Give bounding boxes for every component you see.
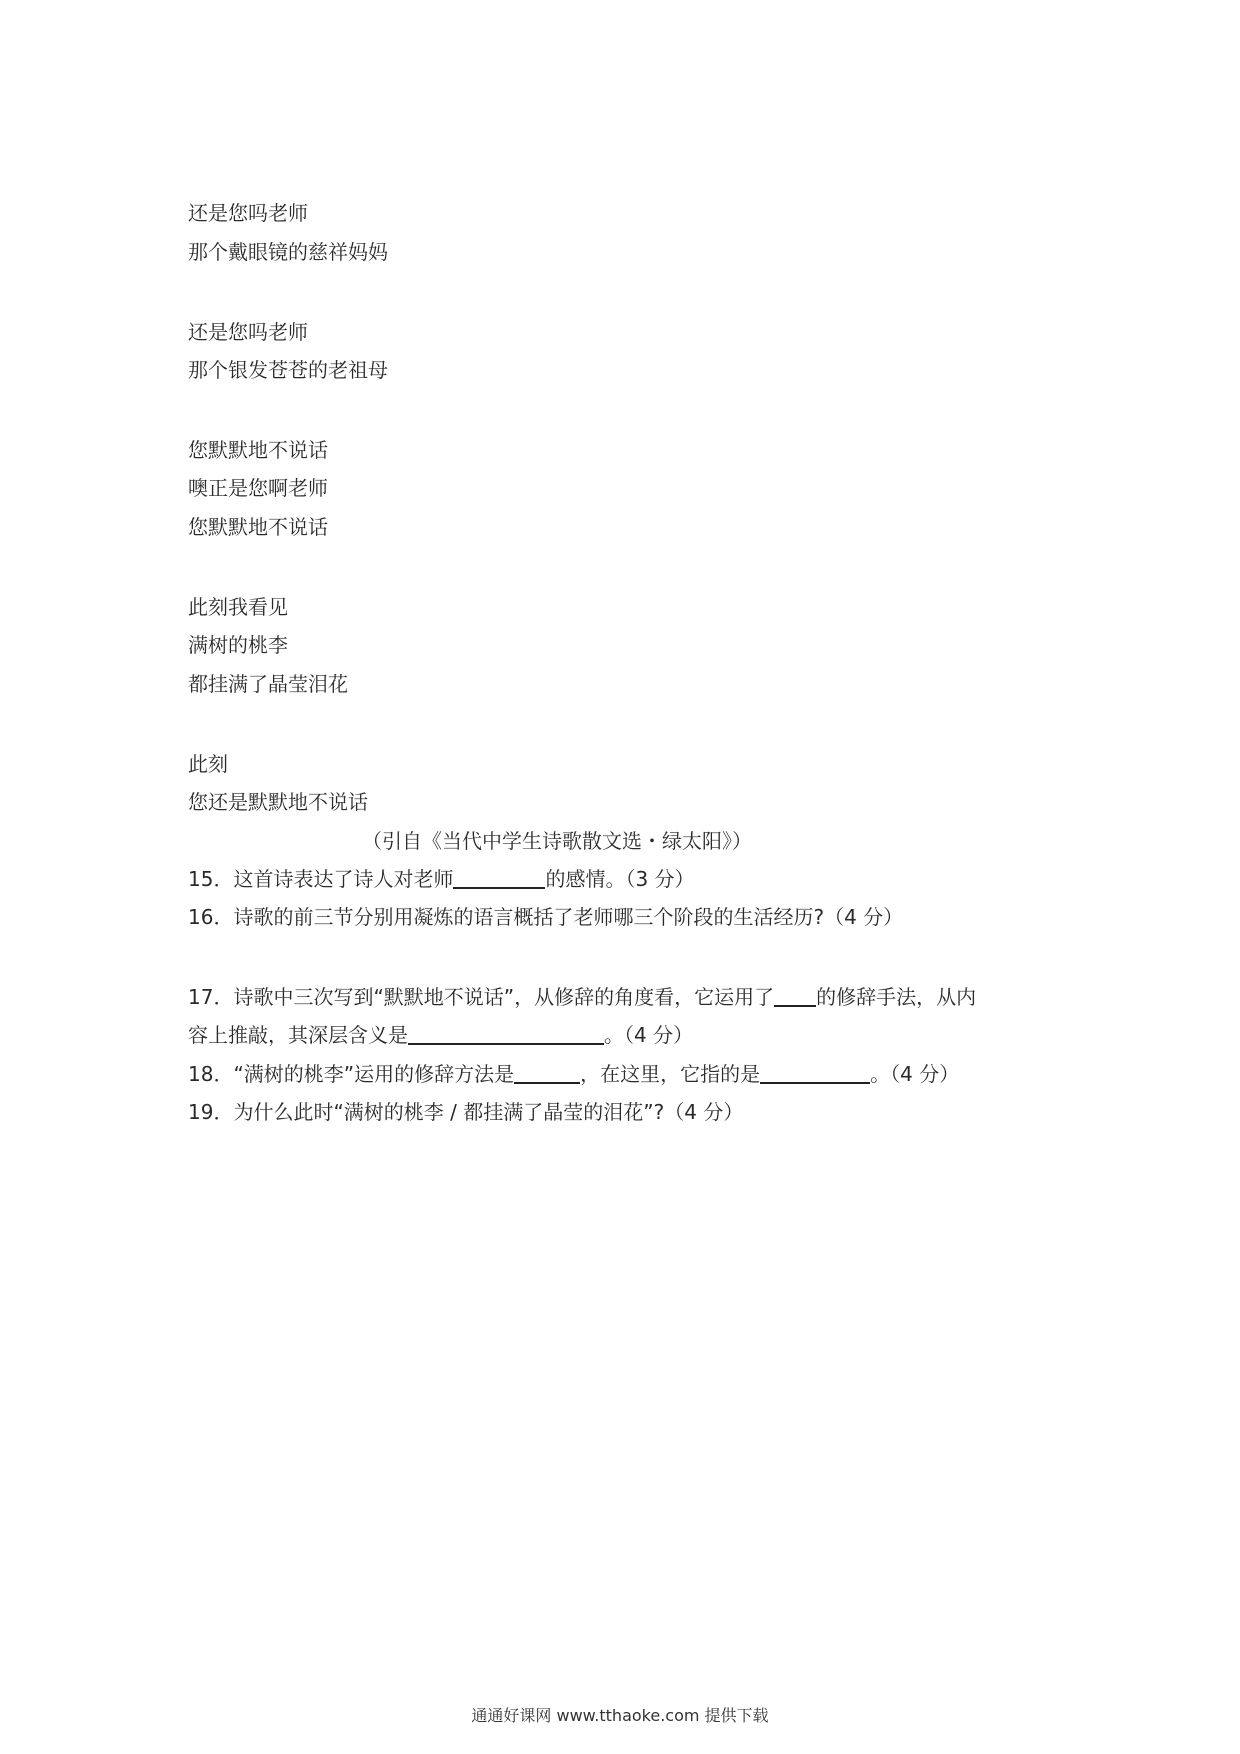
answer-blank-18b[interactable] (760, 1062, 870, 1084)
poem-line: 您还是默默地不说话 (188, 790, 368, 814)
question-17-line-1 (188, 984, 976, 1010)
poem-line: 还是您吗老师 (188, 320, 308, 344)
poem-line: 那个银发苍苍的老祖母 (188, 358, 388, 382)
question-19: 19．为什么此时“满树的桃李 / 都挂满了晶莹的泪花”?（4 分） (188, 1100, 744, 1124)
question-16: 16．诗歌的前三节分别用凝炼的语言概括了老师哪三个阶段的生活经历?（4 分） (188, 905, 904, 929)
answer-blank-17b[interactable] (408, 1023, 604, 1045)
answer-blank-18a[interactable] (514, 1062, 580, 1084)
poem-line: 噢正是您啊老师 (188, 476, 328, 500)
poem-source: （引自《当代中学生诗歌散文选・绿太阳》） (362, 829, 752, 853)
question-18-text-end: 。（4 分） (870, 1062, 960, 1086)
poem-line: 此刻我看见 (188, 595, 288, 619)
poem-line: 都挂满了晶莹泪花 (188, 672, 348, 696)
question-17-text-end: 。（4 分） (604, 1023, 694, 1047)
question-17-text-mid: 的修辞手法，从内 (816, 985, 977, 1009)
question-18 (188, 1061, 959, 1087)
poem-line: 还是您吗老师 (188, 201, 308, 225)
question-17-text: 17．诗歌中三次写到“默默地不说话”，从修辞的角度看，它运用了 (188, 985, 775, 1009)
question-15-text-end: 的感情。（3 分） (545, 867, 695, 891)
answer-blank-15[interactable] (453, 867, 545, 889)
question-15-text: 15．这首诗表达了诗人对老师 (188, 867, 454, 891)
poem-line: 您默默地不说话 (188, 438, 328, 462)
poem-line: 此刻 (188, 752, 228, 776)
question-18-text-mid: ，在这里，它指的是 (580, 1062, 761, 1086)
poem-line: 那个戴眼镜的慈祥妈妈 (188, 240, 388, 264)
answer-blank-17a[interactable] (774, 985, 816, 1007)
poem-line: 满树的桃李 (188, 633, 288, 657)
footer-credit: 通通好课网 www.tthaoke.com 提供下载 (471, 1706, 769, 1725)
question-17-text-cont: 容上推敲，其深层含义是 (188, 1023, 408, 1047)
question-18-text: 18．“满树的桃李”运用的修辞方法是 (188, 1062, 515, 1086)
poem-line: 您默默地不说话 (188, 515, 328, 539)
question-15 (188, 866, 695, 892)
question-17-line-2 (188, 1022, 693, 1048)
